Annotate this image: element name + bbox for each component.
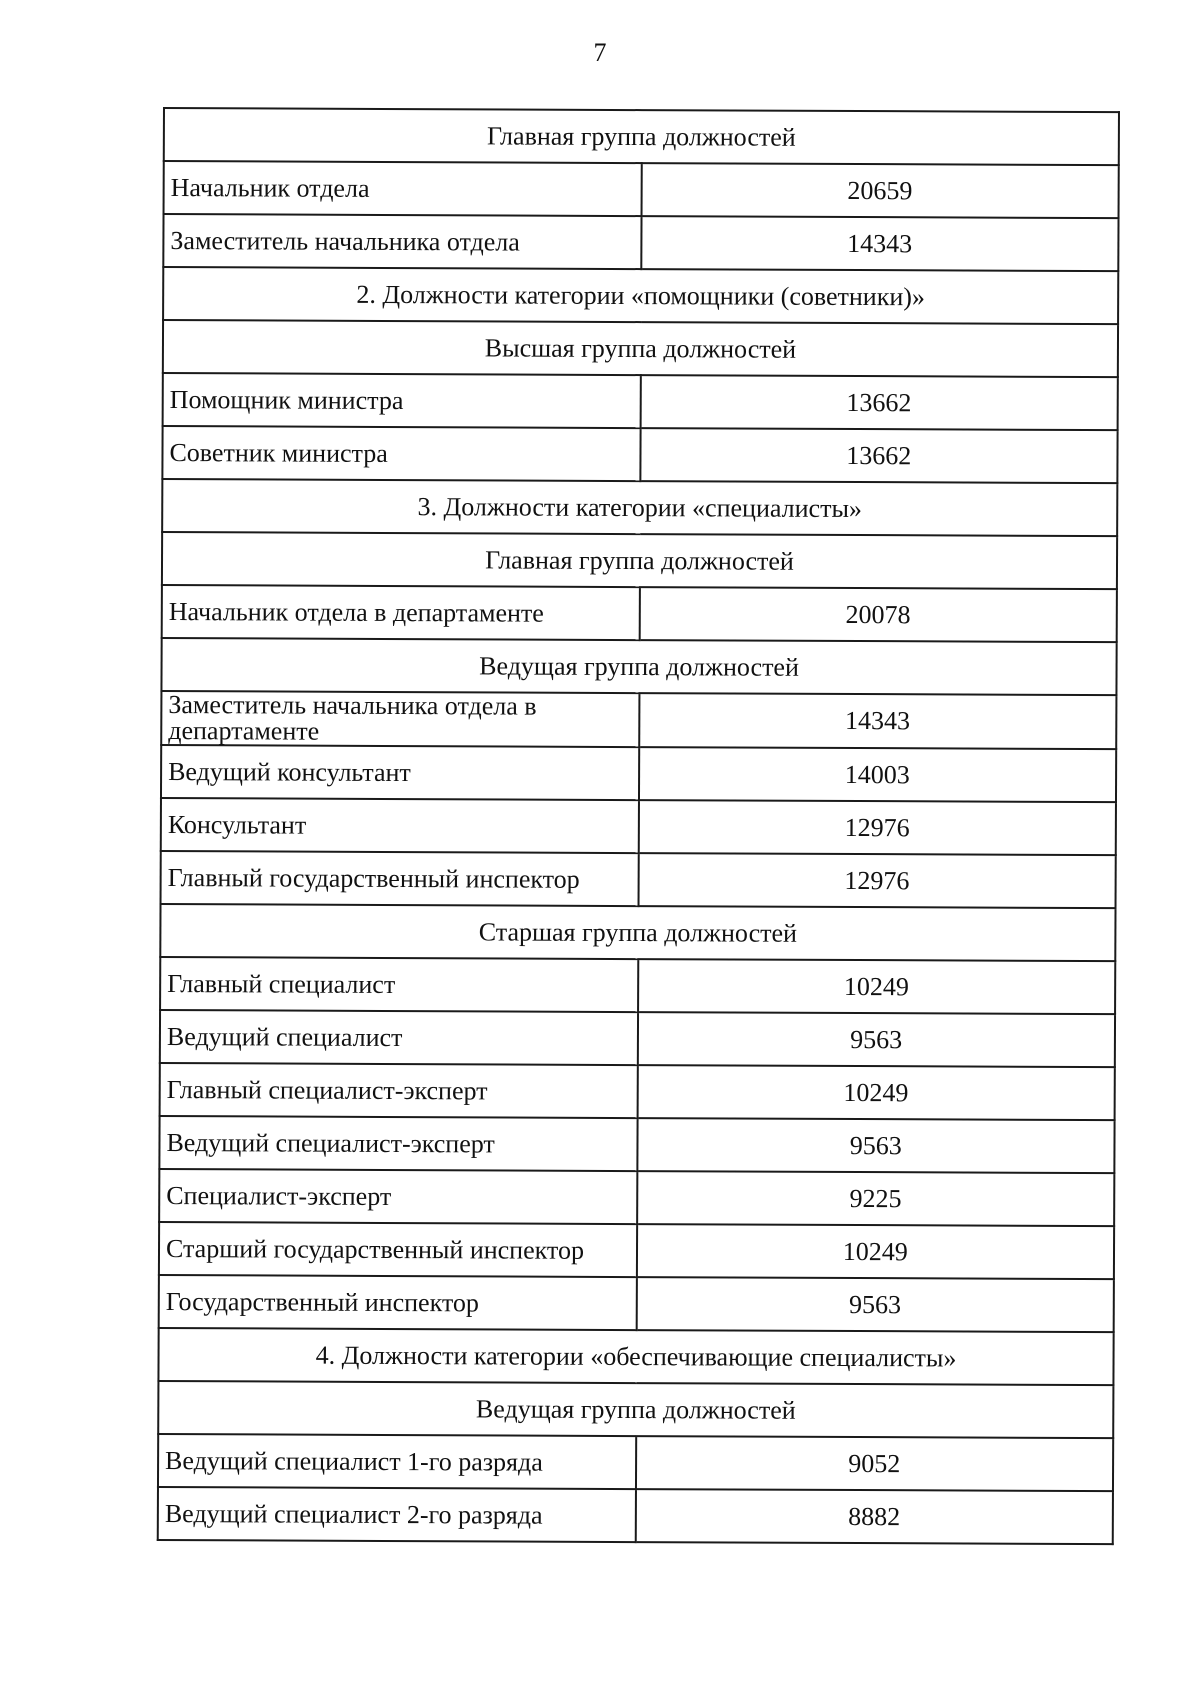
salary-amount: 12976 [638, 800, 1116, 855]
position-name: Главный специалист [160, 957, 638, 1012]
group-heading: 4. Должности категории «обеспечивающие специалисты» [158, 1328, 1113, 1385]
position-name: Начальник отдела [164, 161, 642, 216]
salary-amount: 10249 [636, 1224, 1114, 1279]
group-heading-row [162, 479, 1117, 536]
position-name: Старший государственный инспектор [159, 1222, 637, 1277]
table-row [158, 1487, 1113, 1544]
salary-amount: 20659 [641, 163, 1119, 218]
salary-amount: 20078 [639, 587, 1117, 642]
salary-amount: 12976 [638, 853, 1116, 908]
group-heading: Ведущая группа должностей [161, 638, 1116, 695]
group-heading-row [162, 532, 1117, 589]
position-name: Ведущий консультант [161, 745, 639, 800]
table-body [158, 108, 1119, 1544]
position-name: Заместитель начальника отдела в департаменте [161, 691, 639, 747]
table-row [159, 1275, 1114, 1332]
position-name: Главный специалист-эксперт [160, 1063, 638, 1118]
group-heading-row [161, 638, 1116, 695]
position-name: Главный государственный инспектор [161, 851, 639, 906]
salary-amount: 9563 [637, 1012, 1115, 1067]
position-name: Ведущий специалист 2-го разряда [158, 1487, 636, 1542]
table-row [160, 957, 1115, 1014]
position-name: Ведущий специалист [160, 1010, 638, 1065]
salary-amount: 10249 [638, 959, 1116, 1014]
table-row [163, 373, 1118, 430]
salary-amount: 8882 [635, 1489, 1113, 1544]
position-name: Государственный инспектор [159, 1275, 637, 1330]
group-heading: Старшая группа должностей [160, 904, 1115, 961]
table-row [158, 1434, 1113, 1491]
salary-amount: 14343 [639, 693, 1117, 749]
position-name: Помощник министра [163, 373, 641, 428]
group-heading: Главная группа должностей [164, 108, 1119, 165]
salary-amount: 9563 [637, 1118, 1115, 1173]
table-row [161, 691, 1116, 749]
table-row [162, 426, 1117, 483]
salary-amount: 14003 [638, 747, 1116, 802]
group-heading-row [158, 1381, 1113, 1438]
group-heading: 2. Должности категории «помощники (советники)» [163, 267, 1118, 324]
group-heading: Высшая группа должностей [163, 320, 1118, 377]
position-name: Ведущий специалист 1-го разряда [158, 1434, 636, 1489]
salary-amount: 14343 [641, 216, 1119, 271]
salary-amount: 9225 [637, 1171, 1115, 1226]
salary-amount: 9052 [635, 1436, 1113, 1491]
salary-amount: 13662 [640, 428, 1118, 483]
position-name: Консультант [161, 798, 639, 853]
table-row [161, 851, 1116, 908]
group-heading-row [163, 267, 1118, 324]
table-row [161, 745, 1116, 802]
table-row [162, 585, 1117, 642]
table-row [159, 1116, 1114, 1173]
table-row [161, 798, 1116, 855]
group-heading: Ведущая группа должностей [158, 1381, 1113, 1438]
salary-amount: 13662 [640, 375, 1118, 430]
salary-amount: 10249 [637, 1065, 1115, 1120]
group-heading-row [163, 320, 1118, 377]
page-number: 7 [593, 38, 607, 67]
table-row [160, 1063, 1115, 1120]
group-heading-row [164, 108, 1119, 165]
position-name: Специалист-эксперт [159, 1169, 637, 1224]
salary-amount: 9563 [636, 1277, 1114, 1332]
group-heading-row [160, 904, 1115, 961]
table-row [164, 161, 1119, 218]
group-heading: 3. Должности категории «специалисты» [162, 479, 1117, 536]
position-name: Ведущий специалист-эксперт [159, 1116, 637, 1171]
table-row [159, 1222, 1114, 1279]
group-heading: Главная группа должностей [162, 532, 1117, 589]
position-name: Советник министра [162, 426, 640, 481]
table-row [163, 214, 1118, 271]
group-heading-row [158, 1328, 1113, 1385]
table-row [160, 1010, 1115, 1067]
salary-table [157, 107, 1120, 1545]
table-row [159, 1169, 1114, 1226]
position-name: Начальник отдела в департаменте [162, 585, 640, 640]
position-name: Заместитель начальника отдела [163, 214, 641, 269]
